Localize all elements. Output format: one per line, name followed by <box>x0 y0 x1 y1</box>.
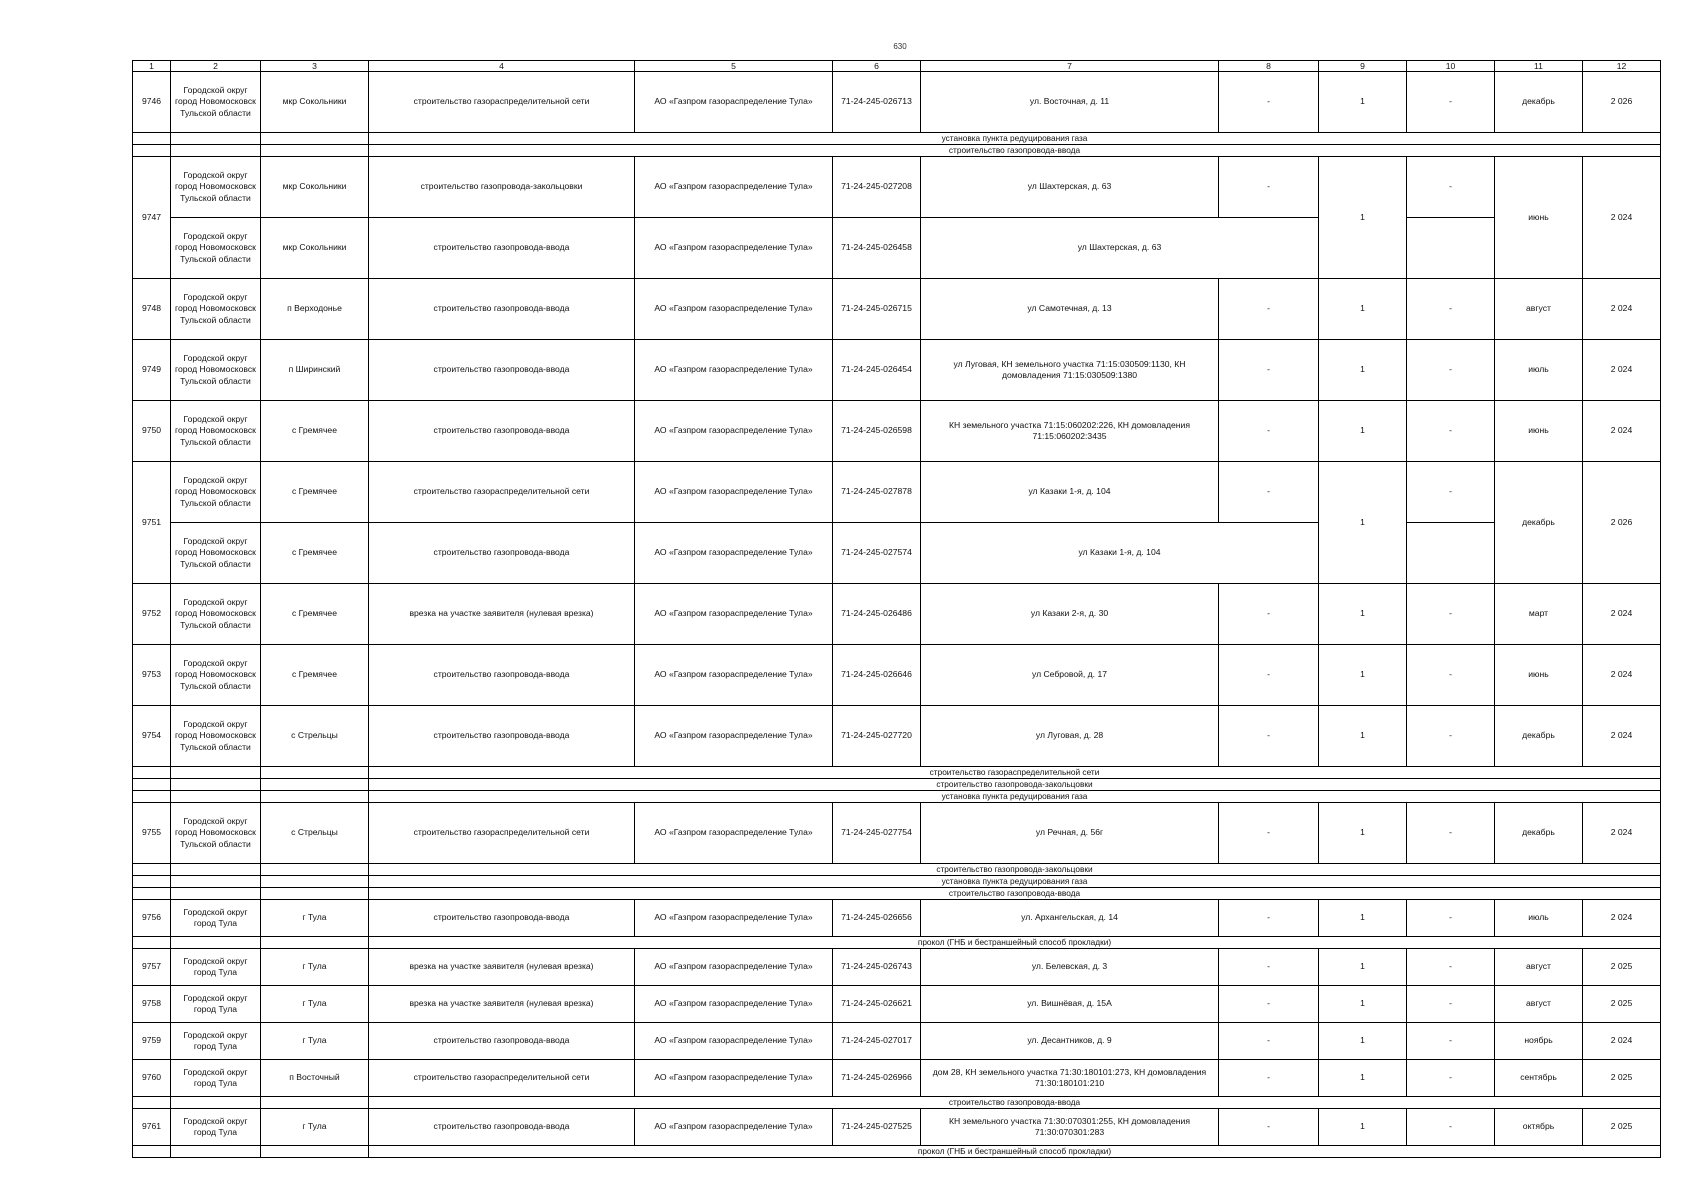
column-header: 3 <box>261 61 369 72</box>
col9-cell: 1 <box>1319 157 1407 279</box>
col8-cell: - <box>1219 949 1319 986</box>
year-cell: 2 025 <box>1583 1109 1661 1146</box>
column-header: 9 <box>1319 61 1407 72</box>
organization-cell: АО «Газпром газораспределение Тула» <box>635 1060 833 1097</box>
col9-cell: 1 <box>1319 1109 1407 1146</box>
col9-cell: 1 <box>1319 986 1407 1023</box>
organization-cell: АО «Газпром газораспределение Тула» <box>635 1023 833 1060</box>
organization-cell: АО «Газпром газораспределение Тула» <box>635 949 833 986</box>
col8-cell: - <box>1219 157 1319 218</box>
address-cell: ул Казаки 2-я, д. 30 <box>921 584 1219 645</box>
address-cell: ул. Десантников, д. 9 <box>921 1023 1219 1060</box>
organization-cell: АО «Газпром газораспределение Тула» <box>635 218 833 279</box>
application-number-cell: 71-24-245-026598 <box>833 401 921 462</box>
organization-cell: АО «Газпром газораспределение Тула» <box>635 72 833 133</box>
register-table <box>132 60 1661 1158</box>
application-number-cell: 71-24-245-027720 <box>833 706 921 767</box>
col8-cell: - <box>1219 900 1319 937</box>
col10-cell: - <box>1407 401 1495 462</box>
settlement-cell: с Гремячее <box>261 645 369 706</box>
row-number: 9757 <box>133 949 171 986</box>
year-cell: 2 025 <box>1583 1060 1661 1097</box>
col8-cell: - <box>1219 1023 1319 1060</box>
year-cell: 2 025 <box>1583 986 1661 1023</box>
application-number-cell: 71-24-245-027878 <box>833 462 921 523</box>
organization-cell: АО «Газпром газораспределение Тула» <box>635 900 833 937</box>
address-cell: ул. Архангельская, д. 14 <box>921 900 1219 937</box>
municipality-cell: Городской округ город Тула <box>171 1109 261 1146</box>
application-number-cell: 71-24-245-026656 <box>833 900 921 937</box>
table-row <box>133 645 1661 706</box>
organization-cell: АО «Газпром газораспределение Тула» <box>635 401 833 462</box>
application-number-cell: 71-24-245-027754 <box>833 803 921 864</box>
work-type-cell: строительство газопровода-ввода <box>369 279 635 340</box>
address-cell: ул Себровой, д. 17 <box>921 645 1219 706</box>
col10-cell: - <box>1407 645 1495 706</box>
settlement-cell: г Тула <box>261 900 369 937</box>
column-header: 2 <box>171 61 261 72</box>
col9-cell: 1 <box>1319 949 1407 986</box>
year-cell: 2 024 <box>1583 279 1661 340</box>
col8-cell: - <box>1219 340 1319 401</box>
month-cell: август <box>1495 279 1583 340</box>
col8-cell: - <box>1219 279 1319 340</box>
organization-cell: АО «Газпром газораспределение Тула» <box>635 986 833 1023</box>
municipality-cell: Городской округ город Тула <box>171 949 261 986</box>
header-row <box>133 61 1661 72</box>
year-cell: 2 024 <box>1583 900 1661 937</box>
settlement-cell: мкр Сокольники <box>261 218 369 279</box>
col10-cell <box>1407 218 1495 279</box>
year-cell: 2 024 <box>1583 157 1661 279</box>
work-subrow <box>133 1146 1661 1158</box>
settlement-cell: с Стрельцы <box>261 803 369 864</box>
col8-cell: - <box>1219 401 1319 462</box>
address-cell: КН земельного участка 71:15:060202:226, КН домовладения 71:15:060202:3435 <box>921 401 1219 462</box>
work-subrow-label: строительство газопровода-ввода <box>369 1097 1661 1109</box>
municipality-cell: Городской округ город Новомосковск Тульской области <box>171 462 261 523</box>
month-cell: июнь <box>1495 401 1583 462</box>
address-cell: ул Самотечная, д. 13 <box>921 279 1219 340</box>
organization-cell: АО «Газпром газораспределение Тула» <box>635 523 833 584</box>
municipality-cell: Городской округ город Новомосковск Тульской области <box>171 72 261 133</box>
table-row <box>133 523 1661 584</box>
address-cell: ул Луговая, д. 28 <box>921 706 1219 767</box>
work-subrow <box>133 791 1661 803</box>
organization-cell: АО «Газпром газораспределение Тула» <box>635 157 833 218</box>
work-subrow <box>133 888 1661 900</box>
address-cell: ул Шахтерская, д. 63 <box>921 218 1319 279</box>
month-cell: декабрь <box>1495 706 1583 767</box>
year-cell: 2 025 <box>1583 949 1661 986</box>
work-type-cell: строительство газопровода-ввода <box>369 523 635 584</box>
col10-cell: - <box>1407 279 1495 340</box>
work-subrow <box>133 864 1661 876</box>
col8-cell: - <box>1219 706 1319 767</box>
application-number-cell: 71-24-245-027208 <box>833 157 921 218</box>
month-cell: июль <box>1495 900 1583 937</box>
col10-cell: - <box>1407 340 1495 401</box>
work-type-cell: строительство газопровода-ввода <box>369 1023 635 1060</box>
table-row <box>133 986 1661 1023</box>
work-type-cell: строительство газопровода-ввода <box>369 706 635 767</box>
work-subrow-label: прокол (ГНБ и бестраншейный способ прокладки) <box>369 1146 1661 1158</box>
row-number: 9760 <box>133 1060 171 1097</box>
settlement-cell: мкр Сокольники <box>261 157 369 218</box>
address-cell: ул Луговая, КН земельного участка 71:15:030509:1130, КН домовладения 71:15:030509:1380 <box>921 340 1219 401</box>
address-cell: ул Шахтерская, д. 63 <box>921 157 1219 218</box>
col9-cell: 1 <box>1319 401 1407 462</box>
column-header: 6 <box>833 61 921 72</box>
work-subrow-label: строительство газопровода-закольцовки <box>369 779 1661 791</box>
col8-cell: - <box>1219 1109 1319 1146</box>
address-cell: ул Речная, д. 56г <box>921 803 1219 864</box>
column-header: 1 <box>133 61 171 72</box>
col8-cell: - <box>1219 1060 1319 1097</box>
table-row <box>133 72 1661 133</box>
month-cell: декабрь <box>1495 462 1583 584</box>
organization-cell: АО «Газпром газораспределение Тула» <box>635 803 833 864</box>
settlement-cell: с Гремячее <box>261 462 369 523</box>
table-row <box>133 706 1661 767</box>
work-type-cell: строительство газопровода-ввода <box>369 645 635 706</box>
work-type-cell: врезка на участке заявителя (нулевая врезка) <box>369 949 635 986</box>
col10-cell: - <box>1407 584 1495 645</box>
column-header: 8 <box>1219 61 1319 72</box>
municipality-cell: Городской округ город Новомосковск Тульской области <box>171 584 261 645</box>
address-cell: ул. Восточная, д. 11 <box>921 72 1219 133</box>
column-header: 4 <box>369 61 635 72</box>
work-subrow <box>133 876 1661 888</box>
row-number: 9749 <box>133 340 171 401</box>
page-number: 630 <box>893 42 907 51</box>
organization-cell: АО «Газпром газораспределение Тула» <box>635 645 833 706</box>
organization-cell: АО «Газпром газораспределение Тула» <box>635 279 833 340</box>
settlement-cell: п Верходонье <box>261 279 369 340</box>
col10-cell: - <box>1407 157 1495 218</box>
year-cell: 2 024 <box>1583 803 1661 864</box>
row-number: 9752 <box>133 584 171 645</box>
month-cell: март <box>1495 584 1583 645</box>
row-number: 9748 <box>133 279 171 340</box>
work-type-cell: врезка на участке заявителя (нулевая врезка) <box>369 584 635 645</box>
row-number: 9758 <box>133 986 171 1023</box>
row-number: 9759 <box>133 1023 171 1060</box>
address-cell: ул. Белевская, д. 3 <box>921 949 1219 986</box>
month-cell: июль <box>1495 340 1583 401</box>
work-type-cell: врезка на участке заявителя (нулевая врезка) <box>369 986 635 1023</box>
municipality-cell: Городской округ город Новомосковск Тульской области <box>171 523 261 584</box>
month-cell: август <box>1495 949 1583 986</box>
month-cell: ноябрь <box>1495 1023 1583 1060</box>
column-header: 10 <box>1407 61 1495 72</box>
col8-cell: - <box>1219 72 1319 133</box>
municipality-cell: Городской округ город Тула <box>171 1023 261 1060</box>
table-row <box>133 401 1661 462</box>
row-number: 9756 <box>133 900 171 937</box>
settlement-cell: п Восточный <box>261 1060 369 1097</box>
application-number-cell: 71-24-245-027525 <box>833 1109 921 1146</box>
work-type-cell: строительство газопровода-ввода <box>369 900 635 937</box>
work-type-cell: строительство газораспределительной сети <box>369 803 635 864</box>
col8-cell: - <box>1219 584 1319 645</box>
year-cell: 2 024 <box>1583 645 1661 706</box>
work-subrow <box>133 779 1661 791</box>
row-number: 9751 <box>133 462 171 584</box>
year-cell: 2 024 <box>1583 340 1661 401</box>
year-cell: 2 024 <box>1583 401 1661 462</box>
col10-cell: - <box>1407 1109 1495 1146</box>
address-cell: ул Казаки 1-я, д. 104 <box>921 523 1319 584</box>
municipality-cell: Городской округ город Новомосковск Тульской области <box>171 218 261 279</box>
col10-cell: - <box>1407 986 1495 1023</box>
col10-cell: - <box>1407 1023 1495 1060</box>
application-number-cell: 71-24-245-026621 <box>833 986 921 1023</box>
col9-cell: 1 <box>1319 584 1407 645</box>
month-cell: декабрь <box>1495 803 1583 864</box>
col10-cell: - <box>1407 803 1495 864</box>
municipality-cell: Городской округ город Новомосковск Тульской области <box>171 706 261 767</box>
municipality-cell: Городской округ город Новомосковск Тульской области <box>171 401 261 462</box>
municipality-cell: Городской округ город Тула <box>171 986 261 1023</box>
application-number-cell: 71-24-245-026743 <box>833 949 921 986</box>
month-cell: июнь <box>1495 645 1583 706</box>
municipality-cell: Городской округ город Новомосковск Тульской области <box>171 803 261 864</box>
month-cell: июнь <box>1495 157 1583 279</box>
work-type-cell: строительство газопровода-закольцовки <box>369 157 635 218</box>
month-cell: август <box>1495 986 1583 1023</box>
application-number-cell: 71-24-245-026454 <box>833 340 921 401</box>
settlement-cell: с Гремячее <box>261 401 369 462</box>
municipality-cell: Городской округ город Тула <box>171 900 261 937</box>
organization-cell: АО «Газпром газораспределение Тула» <box>635 340 833 401</box>
organization-cell: АО «Газпром газораспределение Тула» <box>635 1109 833 1146</box>
col9-cell: 1 <box>1319 803 1407 864</box>
work-subrow-label: установка пункта редуцирования газа <box>369 876 1661 888</box>
col9-cell: 1 <box>1319 340 1407 401</box>
table-row <box>133 340 1661 401</box>
application-number-cell: 71-24-245-027017 <box>833 1023 921 1060</box>
year-cell: 2 026 <box>1583 462 1661 584</box>
work-subrow-label: прокол (ГНБ и бестраншейный способ прокладки) <box>369 937 1661 949</box>
settlement-cell: г Тула <box>261 1023 369 1060</box>
row-number: 9761 <box>133 1109 171 1146</box>
work-subrow-label: строительство газопровода-ввода <box>369 145 1661 157</box>
col10-cell: - <box>1407 706 1495 767</box>
application-number-cell: 71-24-245-026458 <box>833 218 921 279</box>
municipality-cell: Городской округ город Новомосковск Тульской области <box>171 157 261 218</box>
work-subrow <box>133 1097 1661 1109</box>
settlement-cell: мкр Сокольники <box>261 72 369 133</box>
column-header: 5 <box>635 61 833 72</box>
work-subrow-label: строительство газораспределительной сети <box>369 767 1661 779</box>
organization-cell: АО «Газпром газораспределение Тула» <box>635 462 833 523</box>
year-cell: 2 024 <box>1583 1023 1661 1060</box>
settlement-cell: с Стрельцы <box>261 706 369 767</box>
work-subrow-label: установка пункта редуцирования газа <box>369 791 1661 803</box>
col10-cell: - <box>1407 462 1495 523</box>
row-number: 9750 <box>133 401 171 462</box>
col10-cell <box>1407 523 1495 584</box>
column-header: 12 <box>1583 61 1661 72</box>
work-subrow-label: строительство газопровода-ввода <box>369 888 1661 900</box>
column-header: 7 <box>921 61 1219 72</box>
application-number-cell: 71-24-245-026715 <box>833 279 921 340</box>
work-subrow <box>133 133 1661 145</box>
table-row <box>133 584 1661 645</box>
col9-cell: 1 <box>1319 279 1407 340</box>
table-row <box>133 1060 1661 1097</box>
year-cell: 2 024 <box>1583 584 1661 645</box>
settlement-cell: с Гремячее <box>261 584 369 645</box>
application-number-cell: 71-24-245-027574 <box>833 523 921 584</box>
col9-cell: 1 <box>1319 900 1407 937</box>
column-header: 11 <box>1495 61 1583 72</box>
application-number-cell: 71-24-245-026486 <box>833 584 921 645</box>
year-cell: 2 024 <box>1583 706 1661 767</box>
year-cell: 2 026 <box>1583 72 1661 133</box>
settlement-cell: п Ширинский <box>261 340 369 401</box>
work-subrow <box>133 937 1661 949</box>
work-type-cell: строительство газопровода-ввода <box>369 401 635 462</box>
municipality-cell: Городской округ город Новомосковск Тульской области <box>171 279 261 340</box>
col10-cell: - <box>1407 949 1495 986</box>
month-cell: декабрь <box>1495 72 1583 133</box>
row-number: 9754 <box>133 706 171 767</box>
address-cell: ул Казаки 1-я, д. 104 <box>921 462 1219 523</box>
col9-cell: 1 <box>1319 1060 1407 1097</box>
municipality-cell: Городской округ город Тула <box>171 1060 261 1097</box>
col9-cell: 1 <box>1319 72 1407 133</box>
address-cell: дом 28, КН земельного участка 71:30:180101:273, КН домовладения 71:30:180101:210 <box>921 1060 1219 1097</box>
organization-cell: АО «Газпром газораспределение Тула» <box>635 706 833 767</box>
work-type-cell: строительство газораспределительной сети <box>369 1060 635 1097</box>
row-number: 9753 <box>133 645 171 706</box>
col10-cell: - <box>1407 1060 1495 1097</box>
table-row <box>133 279 1661 340</box>
month-cell: октябрь <box>1495 1109 1583 1146</box>
work-type-cell: строительство газораспределительной сети <box>369 462 635 523</box>
table-row <box>133 462 1661 523</box>
address-cell: КН земельного участка 71:30:070301:255, КН домовладения 71:30:070301:283 <box>921 1109 1219 1146</box>
application-number-cell: 71-24-245-026713 <box>833 72 921 133</box>
work-subrow-label: установка пункта редуцирования газа <box>369 133 1661 145</box>
work-type-cell: строительство газораспределительной сети <box>369 72 635 133</box>
application-number-cell: 71-24-245-026646 <box>833 645 921 706</box>
municipality-cell: Городской округ город Новомосковск Тульской области <box>171 340 261 401</box>
work-subrow <box>133 767 1661 779</box>
col9-cell: 1 <box>1319 706 1407 767</box>
table-row <box>133 900 1661 937</box>
table-row <box>133 1109 1661 1146</box>
row-number: 9755 <box>133 803 171 864</box>
table-row <box>133 218 1661 279</box>
settlement-cell: г Тула <box>261 949 369 986</box>
work-type-cell: строительство газопровода-ввода <box>369 340 635 401</box>
col9-cell: 1 <box>1319 462 1407 584</box>
month-cell: сентябрь <box>1495 1060 1583 1097</box>
row-number: 9746 <box>133 72 171 133</box>
settlement-cell: г Тула <box>261 1109 369 1146</box>
settlement-cell: г Тула <box>261 986 369 1023</box>
table-row <box>133 949 1661 986</box>
work-subrow <box>133 145 1661 157</box>
col8-cell: - <box>1219 462 1319 523</box>
settlement-cell: с Гремячее <box>261 523 369 584</box>
col9-cell: 1 <box>1319 1023 1407 1060</box>
col9-cell: 1 <box>1319 645 1407 706</box>
organization-cell: АО «Газпром газораспределение Тула» <box>635 584 833 645</box>
application-number-cell: 71-24-245-026966 <box>833 1060 921 1097</box>
table-row <box>133 157 1661 218</box>
work-type-cell: строительство газопровода-ввода <box>369 1109 635 1146</box>
work-type-cell: строительство газопровода-ввода <box>369 218 635 279</box>
work-subrow-label: строительство газопровода-закольцовки <box>369 864 1661 876</box>
col8-cell: - <box>1219 986 1319 1023</box>
municipality-cell: Городской округ город Новомосковск Тульской области <box>171 645 261 706</box>
table-row <box>133 803 1661 864</box>
col8-cell: - <box>1219 803 1319 864</box>
table-row <box>133 1023 1661 1060</box>
row-number: 9747 <box>133 157 171 279</box>
col10-cell: - <box>1407 72 1495 133</box>
address-cell: ул. Вишнёвая, д. 15А <box>921 986 1219 1023</box>
col10-cell: - <box>1407 900 1495 937</box>
col8-cell: - <box>1219 645 1319 706</box>
